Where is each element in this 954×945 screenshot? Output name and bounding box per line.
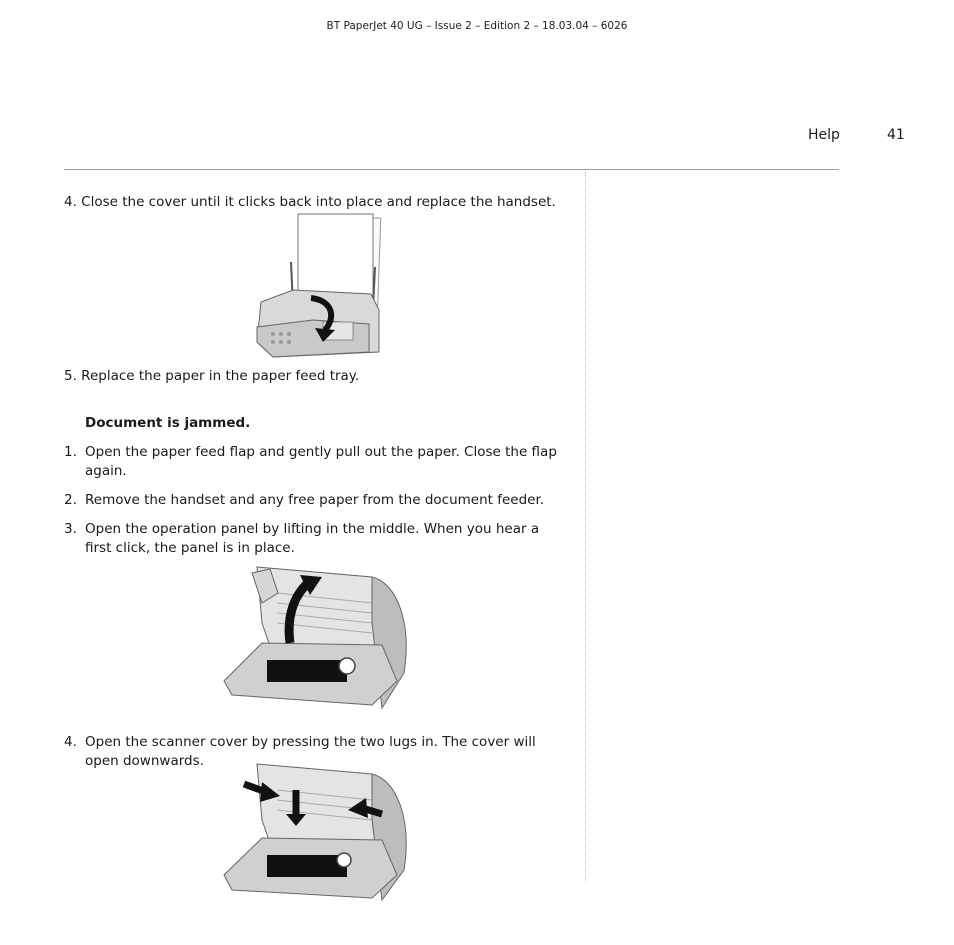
operation-panel-illustration [222, 563, 412, 713]
column-divider [585, 172, 586, 882]
list-item-text: Open the scanner cover by pressing the two lugs in. The cover will open downwards. [85, 734, 536, 769]
list-item-text: Remove the handset and any free paper from the document feeder. [85, 492, 545, 508]
step-replace-paper: 5. Replace the paper in the paper feed tray. [64, 368, 360, 384]
section-title: Help [808, 127, 840, 143]
list-item-text: Open the operation panel by lifting in the middle. When you hear a first click, the panel is in place. [85, 521, 540, 556]
step-close-cover: 4. Close the cover until it clicks back into place and replace the handset. [64, 194, 556, 210]
list-item-number: 3. [64, 521, 77, 537]
document-info-header: BT PaperJet 40 UG – Issue 2 – Edition 2 – 18.03.04 – 6026 [326, 20, 628, 32]
subheading-document-jammed: Document is jammed. [85, 415, 251, 431]
header-divider [64, 169, 839, 170]
list-item-number: 4. [64, 734, 77, 750]
page-number: 41 [887, 127, 905, 143]
list-item-number: 2. [64, 492, 77, 508]
list-item-number: 1. [64, 444, 77, 460]
list-item-text: Open the paper feed flap and gently pull out the paper. Close the flap again. [85, 444, 557, 479]
scanner-cover-illustration [222, 760, 412, 905]
fax-close-cover-illustration [253, 212, 383, 362]
